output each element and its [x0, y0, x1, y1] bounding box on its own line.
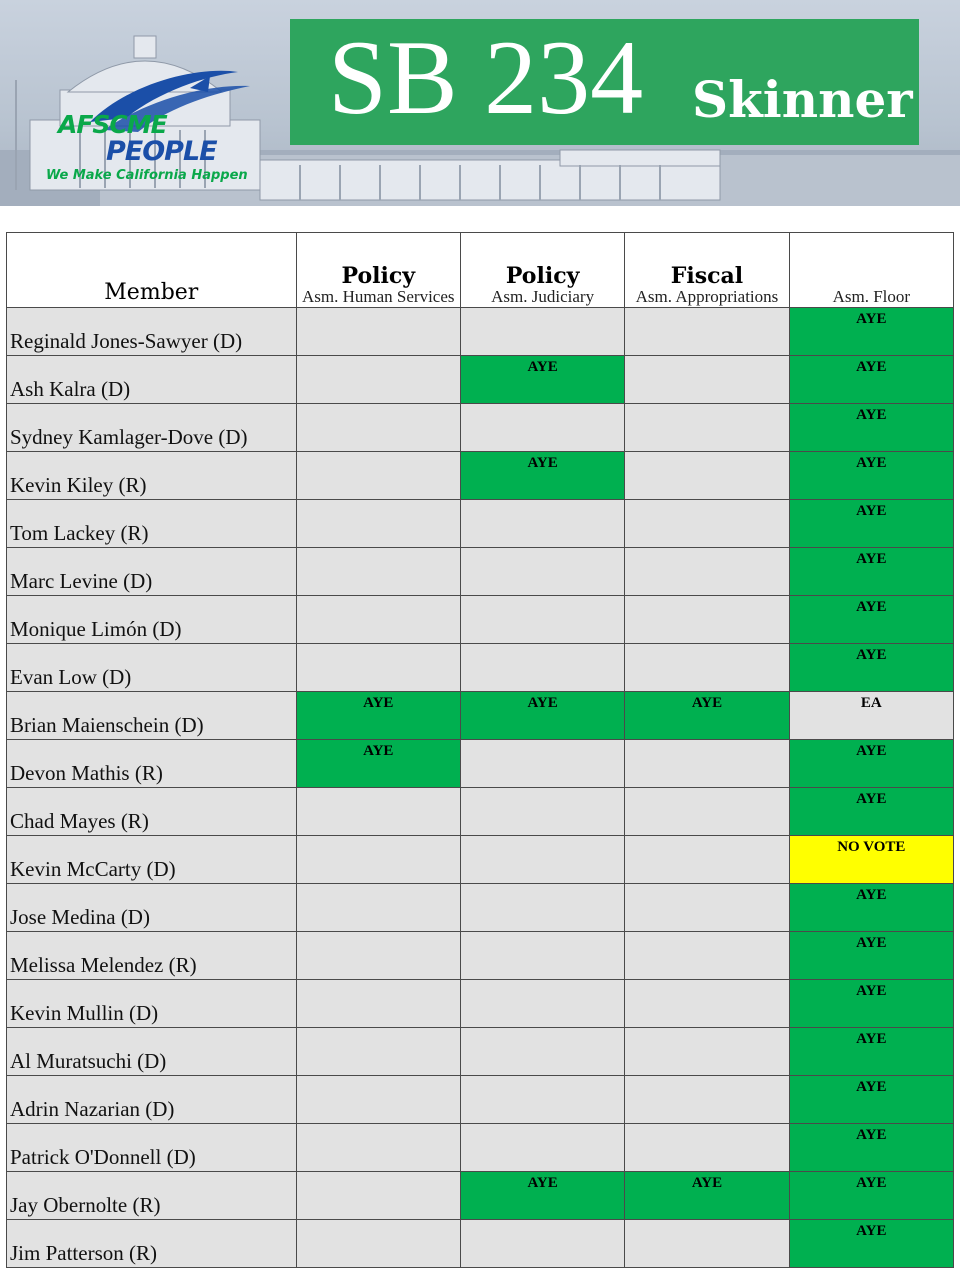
vote-cell	[460, 788, 624, 836]
column-header-type: Policy	[505, 263, 580, 290]
vote-cell	[460, 740, 624, 788]
vote-cell: AYE	[789, 932, 953, 980]
column-header-appropriations	[625, 233, 789, 308]
vote-cell: AYE	[789, 644, 953, 692]
vote-cell: EA	[789, 692, 953, 740]
member-name: Chad Mayes (R)	[7, 788, 297, 836]
vote-cell: AYE	[296, 740, 460, 788]
table-row	[7, 500, 954, 548]
vote-cell: AYE	[789, 980, 953, 1028]
vote-cell	[625, 980, 789, 1028]
member-name: Kevin Mullin (D)	[7, 980, 297, 1028]
table-row	[7, 788, 954, 836]
vote-cell	[460, 1220, 624, 1268]
vote-cell	[460, 836, 624, 884]
column-header-floor	[789, 233, 953, 308]
table-row	[7, 1172, 954, 1220]
member-name: Sydney Kamlager-Dove (D)	[7, 404, 297, 452]
vote-cell	[625, 1220, 789, 1268]
vote-table	[6, 232, 954, 1268]
column-header-human-services	[296, 233, 460, 308]
table-row	[7, 452, 954, 500]
vote-cell	[460, 404, 624, 452]
table-row	[7, 1220, 954, 1268]
vote-cell	[625, 788, 789, 836]
column-header-type: Policy	[341, 263, 416, 290]
table-row	[7, 980, 954, 1028]
member-name: Patrick O'Donnell (D)	[7, 1124, 297, 1172]
vote-cell: AYE	[789, 404, 953, 452]
vote-cell	[460, 500, 624, 548]
vote-cell	[296, 1076, 460, 1124]
vote-cell: AYE	[789, 1220, 953, 1268]
vote-cell	[460, 308, 624, 356]
member-name: Reginald Jones-Sawyer (D)	[7, 308, 297, 356]
column-header-type: Fiscal	[670, 263, 744, 290]
logo-afscme-text: AFSCME	[58, 110, 167, 139]
vote-cell: NO VOTE	[789, 836, 953, 884]
vote-cell	[460, 980, 624, 1028]
table-row	[7, 596, 954, 644]
column-header-committee: Asm. Human Services	[302, 287, 455, 307]
column-header-judiciary	[460, 233, 624, 308]
vote-cell	[296, 1220, 460, 1268]
member-name: Devon Mathis (R)	[7, 740, 297, 788]
member-name: Jay Obernolte (R)	[7, 1172, 297, 1220]
vote-cell: AYE	[789, 1124, 953, 1172]
vote-cell: AYE	[625, 692, 789, 740]
vote-cell	[625, 452, 789, 500]
vote-cell	[296, 836, 460, 884]
vote-cell: AYE	[789, 452, 953, 500]
vote-cell	[296, 788, 460, 836]
table-row	[7, 1124, 954, 1172]
member-name: Adrin Nazarian (D)	[7, 1076, 297, 1124]
member-name: Evan Low (D)	[7, 644, 297, 692]
table-row	[7, 932, 954, 980]
table-row	[7, 644, 954, 692]
vote-cell	[625, 932, 789, 980]
logo-tagline: We Make California Happen	[46, 168, 248, 183]
vote-cell: AYE	[460, 692, 624, 740]
vote-cell	[460, 1028, 624, 1076]
header-banner	[0, 0, 960, 206]
vote-cell	[460, 548, 624, 596]
vote-cell: AYE	[789, 500, 953, 548]
vote-cell	[296, 884, 460, 932]
vote-cell	[625, 404, 789, 452]
vote-cell: AYE	[789, 740, 953, 788]
vote-cell: AYE	[789, 548, 953, 596]
vote-cell	[625, 1124, 789, 1172]
table-row	[7, 308, 954, 356]
table-row	[7, 548, 954, 596]
member-name: Kevin Kiley (R)	[7, 452, 297, 500]
vote-cell	[625, 500, 789, 548]
vote-cell	[625, 884, 789, 932]
table-row	[7, 836, 954, 884]
vote-cell	[625, 1076, 789, 1124]
vote-cell	[296, 980, 460, 1028]
vote-cell	[625, 1028, 789, 1076]
bill-title-box	[290, 19, 919, 145]
vote-cell	[625, 308, 789, 356]
member-name: Ash Kalra (D)	[7, 356, 297, 404]
vote-cell: AYE	[460, 356, 624, 404]
vote-cell	[460, 1076, 624, 1124]
vote-cell	[460, 596, 624, 644]
vote-table-header-row	[7, 233, 954, 308]
table-row	[7, 692, 954, 740]
member-name: Melissa Melendez (R)	[7, 932, 297, 980]
vote-cell: AYE	[296, 692, 460, 740]
vote-cell: AYE	[789, 788, 953, 836]
vote-cell	[460, 932, 624, 980]
vote-cell	[460, 1124, 624, 1172]
vote-cell: AYE	[460, 452, 624, 500]
vote-cell	[625, 836, 789, 884]
vote-cell	[296, 548, 460, 596]
bill-number: SB 234	[328, 19, 644, 136]
vote-cell	[296, 308, 460, 356]
column-header-committee: Asm. Appropriations	[635, 287, 779, 307]
vote-cell: AYE	[789, 1028, 953, 1076]
vote-cell	[625, 644, 789, 692]
column-header-committee: Asm. Judiciary	[491, 287, 595, 307]
vote-cell	[460, 644, 624, 692]
vote-cell	[296, 500, 460, 548]
vote-cell	[296, 452, 460, 500]
member-name: Jose Medina (D)	[7, 884, 297, 932]
table-row	[7, 404, 954, 452]
vote-table-body	[7, 308, 954, 1268]
member-name: Brian Maienschein (D)	[7, 692, 297, 740]
vote-cell: AYE	[789, 596, 953, 644]
table-row	[7, 1028, 954, 1076]
vote-cell: AYE	[789, 356, 953, 404]
table-row	[7, 1076, 954, 1124]
vote-cell	[460, 884, 624, 932]
table-row	[7, 740, 954, 788]
vote-cell: AYE	[789, 884, 953, 932]
vote-cell	[625, 740, 789, 788]
bill-author: Skinner	[692, 70, 913, 129]
vote-cell	[625, 596, 789, 644]
member-name: Monique Limón (D)	[7, 596, 297, 644]
vote-cell: AYE	[625, 1172, 789, 1220]
vote-cell	[296, 596, 460, 644]
member-name: Jim Patterson (R)	[7, 1220, 297, 1268]
vote-cell	[296, 644, 460, 692]
vote-cell: AYE	[789, 1076, 953, 1124]
table-row	[7, 356, 954, 404]
column-header-committee: Asm. Floor	[832, 287, 911, 307]
vote-cell	[625, 548, 789, 596]
member-column-header: Member	[7, 233, 297, 308]
member-name: Al Muratsuchi (D)	[7, 1028, 297, 1076]
vote-cell: AYE	[789, 308, 953, 356]
vote-cell: AYE	[789, 1172, 953, 1220]
table-row	[7, 884, 954, 932]
vote-cell	[296, 1028, 460, 1076]
vote-cell	[296, 404, 460, 452]
member-name: Marc Levine (D)	[7, 548, 297, 596]
vote-cell	[296, 932, 460, 980]
member-name: Kevin McCarty (D)	[7, 836, 297, 884]
vote-cell	[296, 1124, 460, 1172]
afscme-people-logo	[40, 62, 280, 192]
vote-cell: AYE	[460, 1172, 624, 1220]
vote-cell	[296, 356, 460, 404]
vote-cell	[625, 356, 789, 404]
logo-people-text: PEOPLE	[106, 136, 217, 167]
member-name: Tom Lackey (R)	[7, 500, 297, 548]
vote-cell	[296, 1172, 460, 1220]
